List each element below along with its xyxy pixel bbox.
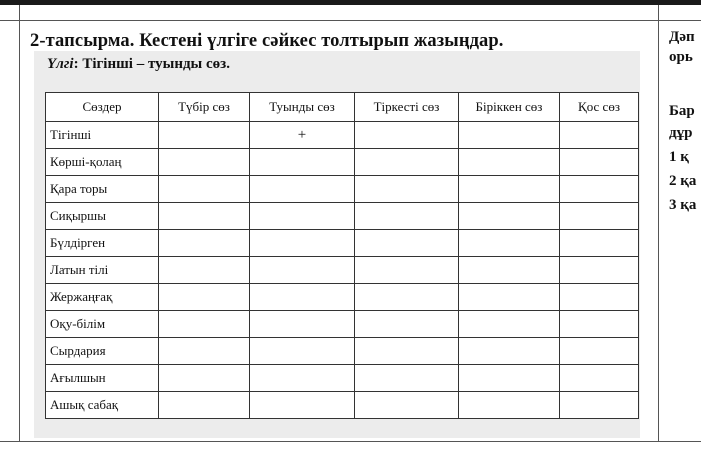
- answer-cell[interactable]: [159, 230, 250, 257]
- word-cell: Көрші-қолаң: [46, 149, 159, 176]
- answer-cell[interactable]: [459, 284, 560, 311]
- answer-cell[interactable]: [159, 176, 250, 203]
- answer-cell[interactable]: [560, 203, 639, 230]
- answer-cell[interactable]: [459, 257, 560, 284]
- answer-cell[interactable]: [250, 230, 355, 257]
- answer-cell[interactable]: [250, 338, 355, 365]
- answer-cell[interactable]: [459, 365, 560, 392]
- answer-cell[interactable]: [159, 311, 250, 338]
- answer-cell[interactable]: [159, 392, 250, 419]
- table-row: [46, 257, 639, 284]
- answer-cell[interactable]: [560, 257, 639, 284]
- answer-cell[interactable]: [250, 392, 355, 419]
- column-header-derived-word: Туынды сөз: [250, 93, 355, 122]
- task-title: 2-тапсырма. Кестені үлгіге сәйкес толтырып жазыңдар.: [30, 31, 504, 51]
- word-cell: Латын тілі: [46, 257, 159, 284]
- word-cell: Қара торы: [46, 176, 159, 203]
- answer-cell[interactable]: [159, 284, 250, 311]
- answer-cell[interactable]: [459, 230, 560, 257]
- answer-cell[interactable]: [355, 392, 459, 419]
- answer-cell[interactable]: [560, 230, 639, 257]
- answer-cell[interactable]: [159, 149, 250, 176]
- word-cell: Бүлдірген: [46, 230, 159, 257]
- word-cell: Ашық сабақ: [46, 392, 159, 419]
- table-row: [46, 203, 639, 230]
- answer-cell[interactable]: [355, 149, 459, 176]
- answer-cell[interactable]: [355, 122, 459, 149]
- word-classification-table: [45, 92, 639, 419]
- answer-cell[interactable]: [355, 257, 459, 284]
- table-row: [46, 284, 639, 311]
- example-line: [47, 56, 230, 73]
- column-header-paired-word: Қос сөз: [560, 93, 639, 122]
- word-cell: Оқу-білім: [46, 311, 159, 338]
- answer-cell[interactable]: [560, 392, 639, 419]
- word-cell: Тігінші: [46, 122, 159, 149]
- answer-cell[interactable]: [355, 311, 459, 338]
- right-column-line: Дәп: [669, 29, 695, 45]
- answer-cell[interactable]: [560, 311, 639, 338]
- answer-cell[interactable]: [355, 284, 459, 311]
- top-border: [0, 0, 701, 5]
- column-header-compound-word: Біріккен сөз: [459, 93, 560, 122]
- answer-cell[interactable]: [560, 284, 639, 311]
- left-column-divider: [19, 5, 20, 441]
- answer-cell[interactable]: [250, 203, 355, 230]
- answer-cell[interactable]: [355, 203, 459, 230]
- answer-cell[interactable]: [159, 257, 250, 284]
- answer-cell[interactable]: [560, 365, 639, 392]
- answer-cell[interactable]: [250, 176, 355, 203]
- answer-cell[interactable]: +: [250, 122, 355, 149]
- table-row: [46, 365, 639, 392]
- column-header-root-word: Түбір сөз: [159, 93, 250, 122]
- column-header-phrase-word: Тіркесті сөз: [355, 93, 459, 122]
- table-row: [46, 230, 639, 257]
- example-label: Үлгі: [47, 56, 74, 72]
- answer-cell[interactable]: [159, 365, 250, 392]
- column-header-words: Сөздер: [46, 93, 159, 122]
- answer-cell[interactable]: [250, 284, 355, 311]
- right-column-line: 2 қа: [669, 173, 697, 189]
- header-row-divider: [0, 20, 701, 21]
- answer-cell[interactable]: [159, 338, 250, 365]
- right-column-line: орь: [669, 49, 693, 65]
- word-cell: Жержаңғақ: [46, 284, 159, 311]
- table-row: [46, 176, 639, 203]
- answer-cell[interactable]: [355, 230, 459, 257]
- answer-cell[interactable]: [459, 311, 560, 338]
- answer-cell[interactable]: [250, 257, 355, 284]
- table-row: [46, 392, 639, 419]
- right-column-line: дұр: [669, 125, 693, 141]
- example-text: : Тігінші – туынды сөз.: [73, 56, 230, 72]
- answer-cell[interactable]: [459, 149, 560, 176]
- word-cell: Ағылшын: [46, 365, 159, 392]
- table-row: [46, 311, 639, 338]
- right-column-divider: [658, 5, 659, 441]
- right-column-line: Бар: [669, 103, 695, 119]
- answer-cell[interactable]: [459, 392, 560, 419]
- answer-cell[interactable]: [560, 122, 639, 149]
- answer-cell[interactable]: [250, 311, 355, 338]
- answer-cell[interactable]: [560, 176, 639, 203]
- answer-cell[interactable]: [355, 176, 459, 203]
- table-row: [46, 338, 639, 365]
- table-row: [46, 122, 639, 149]
- word-cell: Сиқыршы: [46, 203, 159, 230]
- answer-cell[interactable]: [459, 338, 560, 365]
- answer-cell[interactable]: [459, 176, 560, 203]
- answer-cell[interactable]: [459, 122, 560, 149]
- table-row: [46, 149, 639, 176]
- table-header-row: [46, 93, 639, 122]
- answer-cell[interactable]: [459, 203, 560, 230]
- right-column-line: 3 қа: [669, 197, 697, 213]
- answer-cell[interactable]: [159, 122, 250, 149]
- answer-cell[interactable]: [250, 149, 355, 176]
- right-column-line: 1 қ: [669, 149, 689, 165]
- answer-cell[interactable]: [560, 338, 639, 365]
- answer-cell[interactable]: [355, 365, 459, 392]
- bottom-row-divider: [0, 441, 701, 442]
- word-cell: Сырдария: [46, 338, 159, 365]
- answer-cell[interactable]: [159, 203, 250, 230]
- answer-cell[interactable]: [560, 149, 639, 176]
- answer-cell[interactable]: [355, 338, 459, 365]
- answer-cell[interactable]: [250, 365, 355, 392]
